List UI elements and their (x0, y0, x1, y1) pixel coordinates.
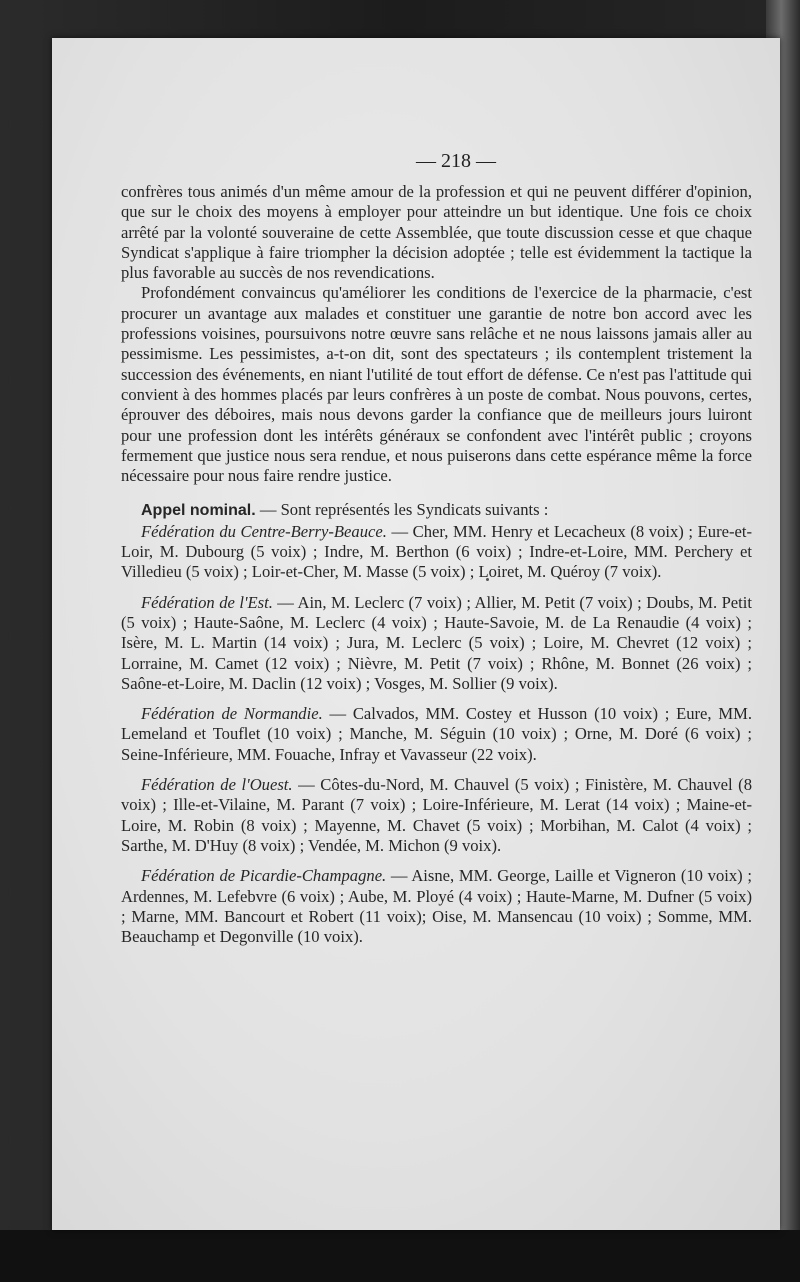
spacer (121, 765, 752, 775)
spacer (121, 486, 752, 500)
spacer (121, 583, 752, 593)
federation-members: — Ain, M. Leclerc (7 voix) ; Allier, M. Petit (7 voix) ; Doubs, M. Petit (5 voix) ; Haute-Saône, M. Leclerc (4 voix) ; Haute-Savoie, M. de La Renaudie (4 voix) ; Isère, M. L. Martin (14 voix) ; Jura, M. Leclerc (5 voix) ; Loire, M. Chevret (12 voix) ; Lorraine, M. Camet (12 voix) ; Nièvre, M. Petit (7 voix) ; Rhône, M. Bonnet (26 voix) ; Saône-et-Loire, M. Daclin (12 voix) ; Vosges, M. Sollier (9 voix). (121, 592, 752, 693)
federation-name: Fédération de l'Ouest. (141, 775, 293, 795)
bottom-shadow (0, 1230, 800, 1282)
federation-picardie-champagne (121, 866, 752, 947)
federation-est (121, 593, 752, 694)
federation-members: — Cher, MM. Henry et Lecacheux (8 voix) ; Eure-et-Loir, M. Dubourg (5 voix) ; Indre, M. Berthon (6 voix) ; Indre-et-Loire, MM. Perchery et Villedieu (5 voix) ; Loir-et-Cher, M. Masse (5 voix) ; Loiret, M. Quéroy (7 voix). (121, 521, 752, 582)
federation-name: Fédération de l'Est. (141, 592, 273, 612)
appel-nominal-paragraph (121, 500, 752, 521)
federation-name: Fédération de Picardie-Champagne. (141, 866, 387, 886)
page-body (121, 182, 752, 947)
federation-normandie (121, 704, 752, 765)
appel-nominal-text: — Sont représentés les Syndicats suivants : (255, 500, 549, 520)
federation-centre-berry-beauce (121, 522, 752, 583)
paragraph-2: Profondément convaincus qu'améliorer les conditions de l'exercice de la pharmacie, c'est procurer un avantage aux malades et constituer une garantie de notre bon accord avec les professions voisines, poursuivons notre œuvre sans relâche et ne nous laissons jamais aller au pessimisme. Les pessimistes, a-t-on dit, sont des spectateurs ; ils contemplent tristement la succession des événements, en niant l'utilité de tout effort de défense. Ce n'est pas l'attitude qui convient à des hommes placés par leurs confrères à un poste de combat. Nous pouvons, certes, éprouver des déboires, mais nous devons garder la confiance que de meilleurs jours luiront pour une profession dont les intérêts généraux se confondent avec l'intérêt public ; croyons fermement que justice nous sera rendue, et nous puiserons dans cette espérance même la force nécessaire pour nous faire rendre justice. (121, 283, 752, 486)
spacer (121, 694, 752, 704)
appel-nominal-heading: Appel nominal. (141, 502, 256, 520)
federation-name: Fédération de Normandie. (141, 704, 323, 724)
federation-ouest (121, 775, 752, 856)
federation-members: — Côtes-du-Nord, M. Chauvel (5 voix) ; Finistère, M. Chauvel (8 voix) ; Ille-et-Vilaine, M. Parant (7 voix) ; Loire-Inférieure, M. Lerat (14 voix) ; Maine-et-Loire, M. Robin (8 voix) ; Mayenne, M. Chavet (5 voix) ; Morbihan, M. Calot (4 voix) ; Sarthe, M. D'Huy (8 voix) ; Vendée, M. Michon (9 voix). (121, 775, 753, 855)
page-number: — 218 — (416, 150, 496, 172)
spacer (121, 856, 752, 866)
federation-members: — Calvados, MM. Costey et Husson (10 voix) ; Eure, MM. Lemeland et Touflet (10 voix) ; Manche, M. Séguin (10 voix) ; Orne, M. Doré (6 voix) ; Seine-Inférieure, MM. Fouache, Infray et Vavasseur (22 voix). (121, 704, 752, 764)
federation-members: — Aisne, MM. George, Laille et Vigneron (10 voix) ; Ardennes, M. Lefebvre (6 voix) ; Aube, M. Ployé (4 voix) ; Haute-Marne, M. Dufner (5 voix) ; Marne, MM. Bancourt et Robert (11 voix); Oise, M. Mansencau (10 voix) ; Somme, MM. Beauchamp et Degonville (10 voix). (121, 866, 752, 947)
federation-name: Fédération du Centre-Berry-Beauce. (141, 521, 387, 541)
paragraph-1: confrères tous animés d'un même amour de la profession et qui ne peuvent différer d'opinion, que sur le choix des moyens à employer pour atteindre un but identique. Une fois ce choix arrêté par la volonté souveraine de cette Assemblée, que toute discussion cesse et que chaque Syndicat s'applique à faire triompher la décision adoptée ; telle est évidemment la tactique la plus favorable au succès de nos revendications. (121, 182, 752, 283)
